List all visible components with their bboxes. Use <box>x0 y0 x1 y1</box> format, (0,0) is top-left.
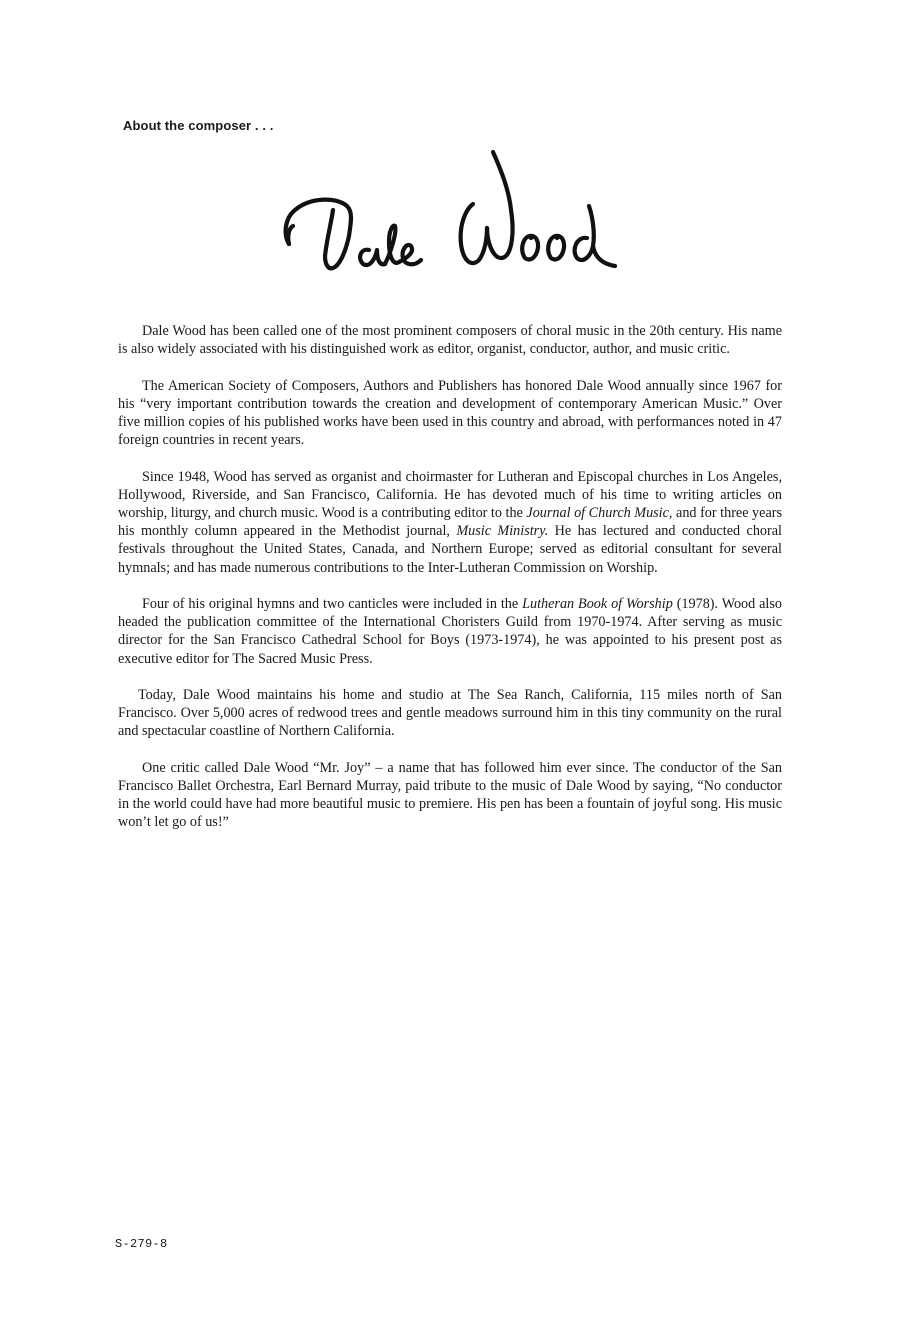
composer-signature <box>275 140 625 280</box>
paragraph-career-part: and for three years his monthly column appeared in the Methodist journal, <box>118 505 782 540</box>
catalog-code: S-279-8 <box>115 1237 168 1251</box>
paragraph-ascap: The American Society of Composers, Authors and Publishers has honored Dale Wood annually since 1967 for his “very important contribution towards the creation and development of contemporary American Music.” Over five million copies of his published works have been used in this country and abroad, with performances noted in 47 foreign countries in recent years. <box>118 377 782 449</box>
paragraph-hymns-part: (1978). Wood also headed the publication committee of the International Choristers Guild from 1970-1974. After serving as music director for the San Francisco Cathedral School for Boys (1973-1974), he was appointed to his present post as executive editor for The Sacred Music Press. <box>118 596 782 667</box>
paragraph-career <box>118 468 782 577</box>
paragraph-hymns-part: Four of his original hymns and two canticles were included in the <box>142 596 523 612</box>
paragraph-career-part: Since 1948, Wood has served as organist and choirmaster for Lutheran and Episcopal churches in Los Angeles, Hollywood, Riverside, and San Francisco, California. He has devoted much of his time to writing articles on worship, liturgy, and church music. Wood is a contributing editor to the <box>118 468 782 521</box>
journal-title: Music Ministry. <box>456 523 549 540</box>
paragraph-home: Today, Dale Wood maintains his home and studio at The Sea Ranch, California, 115 miles north of San Francisco. Over 5,000 acres of redwood trees and gentle meadows surround him in this tiny community on the rural and spectacular coastline of Northern California. <box>118 687 782 740</box>
biography-text <box>118 322 782 850</box>
paragraph-hymns <box>118 595 782 668</box>
section-heading: About the composer . . . <box>123 118 274 133</box>
book-title: Lutheran Book of Worship <box>522 596 673 612</box>
paragraph-mr-joy: One critic called Dale Wood “Mr. Joy” – a name that has followed him ever since. The conductor of the San Francisco Ballet Orchestra, Earl Bernard Murray, paid tribute to the music of Dale Wood by saying, “No conductor in the world could have had more beautiful music to premiere. His pen has been a fountain of joyful song. His music won’t let go of us!” <box>118 759 782 831</box>
journal-title: Journal of Church Music, <box>526 505 673 521</box>
paragraph-career-part: He has lectured and conducted choral festivals throughout the United States, Canada, and Northern Europe; served as editorial consultant for several hymnals; and has made numerous contributions to the Inter-Lutheran Commission on Worship. <box>118 523 782 576</box>
paragraph-intro: Dale Wood has been called one of the most prominent composers of choral music in the 20th century. His name is also widely associated with his distinguished work as editor, organist, conductor, author, and music critic. <box>118 323 782 358</box>
